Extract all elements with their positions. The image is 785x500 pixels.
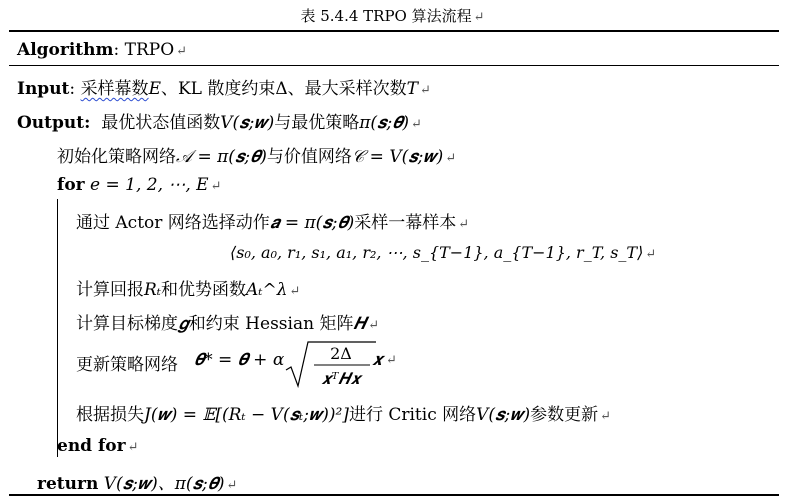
header-rule <box>9 65 779 66</box>
step5-text-update: 参数更新 <box>530 405 599 425</box>
top-rule <box>9 30 779 32</box>
trajectory-expr: ⟨s₀, a₀, r₁, s₁, a₁, r₂, ⋯, s_{T−1}, a_{T−1}, r_T, s_T⟩ <box>230 243 644 262</box>
step1-text-sample: 采样一幕样本 <box>354 213 457 233</box>
para-mark: ↵ <box>368 318 380 333</box>
algorithm-keyword: Algorithm <box>17 40 114 60</box>
loop-scope-bar <box>57 199 58 457</box>
para-mark: ↵ <box>410 117 422 132</box>
para-mark: ↵ <box>386 353 397 368</box>
para-mark: ↵ <box>176 44 188 59</box>
return-expr: V(𝒔;𝒘)、π(𝒔;𝜽) <box>103 474 225 494</box>
end-for-line <box>57 436 139 456</box>
step-compute-return <box>76 275 300 300</box>
para-mark: ↵ <box>473 10 485 25</box>
step5-text-critic: 进行 Critic 网络 <box>348 405 477 425</box>
update-tail-symbol: 𝒙 <box>372 350 383 370</box>
init-text-value: 与价值网络 <box>266 147 352 167</box>
fraction-denominator: 𝒙ᵀ𝑯𝒙 <box>321 369 361 388</box>
input-sep: : <box>69 79 81 99</box>
for-line <box>57 175 222 195</box>
action-expr: 𝒂 = π(𝒔;𝜽) <box>269 213 355 233</box>
end-for-keyword: end for <box>57 436 126 456</box>
for-range-expr: e = 1, 2, ⋯, E <box>90 175 209 195</box>
step3-text: 计算目标梯度 <box>76 314 178 334</box>
advantage-symbol: Aₜ^λ <box>246 280 288 300</box>
step3-text-hessian: 和约束 Hessian 矩阵 <box>188 314 354 334</box>
para-mark: ↵ <box>289 284 301 299</box>
para-mark: ↵ <box>645 247 657 262</box>
para-mark: ↵ <box>127 440 139 455</box>
step-update-critic <box>76 400 611 425</box>
output-keyword: Output: <box>17 113 91 133</box>
para-mark: ↵ <box>458 217 470 232</box>
input-text-episodes: 采样幕数 <box>80 79 149 99</box>
caption-text: 表 5.4.4 TRPO 算法流程 <box>300 7 472 25</box>
symbol-delta: Δ <box>275 79 288 99</box>
algorithm-header <box>17 40 187 60</box>
step-compute-gradient <box>76 309 379 334</box>
init-text-policy: 初始化策略网络 <box>57 147 176 167</box>
para-mark: ↵ <box>420 83 431 98</box>
symbol-E: E <box>148 79 161 99</box>
output-text-policy: 与最优策略 <box>274 113 360 133</box>
input-keyword: Input <box>17 79 70 99</box>
output-line <box>17 108 422 133</box>
critic-value-expr: V(𝒔;𝒘) <box>476 405 531 425</box>
hessian-symbol: 𝑯 <box>353 314 367 334</box>
para-mark: ↵ <box>226 478 238 493</box>
table-caption <box>0 5 785 26</box>
trajectory-line <box>230 243 656 262</box>
step2-text: 计算回报 <box>76 280 144 300</box>
input-text-kl: 、KL 散度约束 <box>160 79 276 99</box>
value-function-expr: V(𝒔;𝒘) <box>220 113 275 133</box>
bottom-rule <box>9 494 779 496</box>
step-select-action <box>76 208 469 233</box>
algorithm-name: TRPO <box>124 40 175 60</box>
sqrt-fraction <box>284 340 379 390</box>
update-lhs-expr: 𝜽* = 𝜽 + α <box>194 350 285 370</box>
return-line <box>37 469 237 494</box>
for-keyword: for <box>57 175 85 195</box>
para-mark: ↵ <box>600 409 612 424</box>
return-keyword: return <box>37 474 99 494</box>
para-mark: ↵ <box>445 151 457 166</box>
init-policy-expr: 𝒜 = π(𝒔;𝜽) <box>176 147 267 167</box>
step5-text: 根据损失 <box>76 405 144 425</box>
step1-text: 通过 Actor 网络选择动作 <box>76 213 270 233</box>
fraction-numerator: 2Δ <box>330 344 352 363</box>
header-sep: : <box>113 40 125 60</box>
input-text-max-steps: 、最大采样次数 <box>287 79 407 99</box>
init-line <box>57 142 456 167</box>
policy-expr: π(𝒔;𝜽) <box>359 113 409 133</box>
symbol-T: T <box>406 79 419 99</box>
init-value-expr: 𝒞 = V(𝒔;𝒘) <box>351 147 444 167</box>
input-line <box>17 74 431 99</box>
step2-text-advantage: 和优势函数 <box>161 280 246 300</box>
step4-text: 更新策略网络 <box>76 355 178 375</box>
return-symbol: Rₜ <box>144 280 161 300</box>
output-text-value: 最优状态值函数 <box>101 113 221 133</box>
gradient-symbol: 𝒈 <box>178 314 189 334</box>
loss-expr: J(𝒘) = 𝔼[(Rₜ − V(𝒔ₜ;𝒘))²] <box>144 405 349 425</box>
para-mark: ↵ <box>210 179 222 194</box>
